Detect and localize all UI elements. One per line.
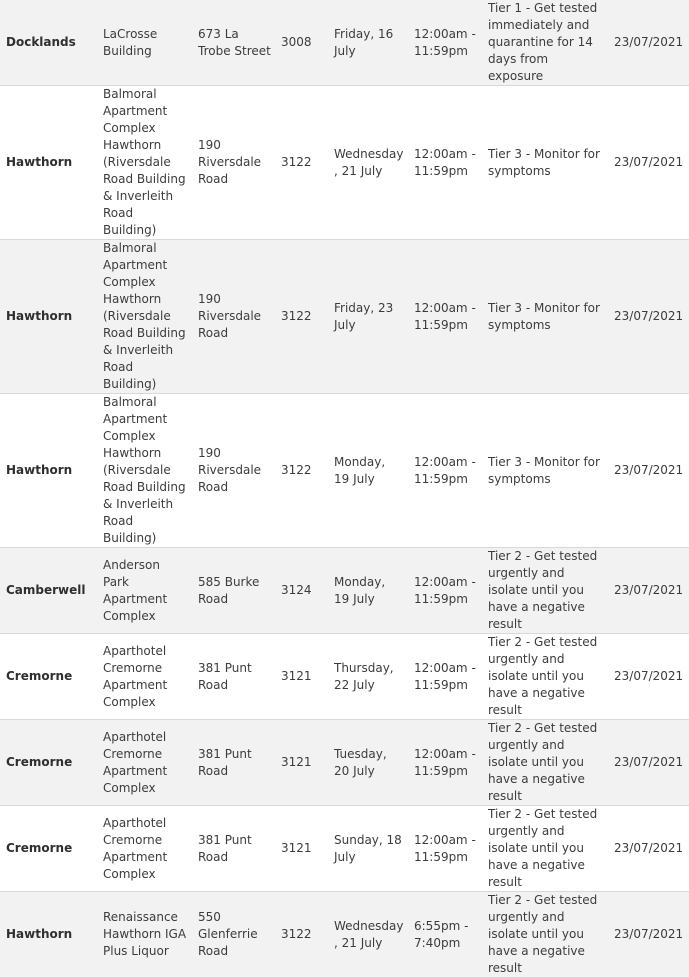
- health-advice-cell: Tier 2 - Get tested urgently and isolate until you have a negative result: [482, 634, 608, 720]
- address-cell: 550 Glenferrie Road: [192, 892, 275, 978]
- address-cell: 585 Burke Road: [192, 548, 275, 634]
- postcode-cell: 3122: [275, 394, 328, 548]
- health-advice-cell: Tier 2 - Get tested urgently and isolate until you have a negative result: [482, 548, 608, 634]
- date-added-cell: 23/07/2021: [608, 394, 689, 548]
- date-added-cell: 23/07/2021: [608, 720, 689, 806]
- site-cell: Aparthotel Cremorne Apartment Complex: [97, 720, 192, 806]
- exposure-date-cell: Friday, 23 July: [328, 240, 408, 394]
- postcode-cell: 3121: [275, 634, 328, 720]
- exposure-date-cell: Thursday, 22 July: [328, 634, 408, 720]
- table-row: [0, 0, 689, 86]
- exposure-time-cell: 12:00am - 11:59pm: [408, 86, 482, 240]
- date-added-cell: 23/07/2021: [608, 240, 689, 394]
- table-row: [0, 892, 689, 978]
- postcode-cell: 3124: [275, 548, 328, 634]
- suburb-cell: Camberwell: [0, 548, 97, 634]
- address-cell: 673 La Trobe Street: [192, 0, 275, 86]
- site-cell: Renaissance Hawthorn IGA Plus Liquor: [97, 892, 192, 978]
- exposure-date-cell: Wednesday, 21 July: [328, 86, 408, 240]
- health-advice-cell: Tier 2 - Get tested urgently and isolate until you have a negative result: [482, 892, 608, 978]
- date-added-cell: 23/07/2021: [608, 892, 689, 978]
- postcode-cell: 3122: [275, 86, 328, 240]
- date-added-cell: 23/07/2021: [608, 634, 689, 720]
- date-added-cell: 23/07/2021: [608, 86, 689, 240]
- address-cell: 190 Riversdale Road: [192, 394, 275, 548]
- address-cell: 190 Riversdale Road: [192, 86, 275, 240]
- exposure-time-cell: 12:00am - 11:59pm: [408, 240, 482, 394]
- suburb-cell: Hawthorn: [0, 86, 97, 240]
- site-cell: LaCrosse Building: [97, 0, 192, 86]
- table-row: [0, 634, 689, 720]
- table-row: [0, 548, 689, 634]
- exposure-date-cell: Monday, 19 July: [328, 548, 408, 634]
- exposure-time-cell: 6:55pm - 7:40pm: [408, 892, 482, 978]
- health-advice-cell: Tier 1 - Get tested immediately and quarantine for 14 days from exposure: [482, 0, 608, 86]
- postcode-cell: 3121: [275, 806, 328, 892]
- address-cell: 381 Punt Road: [192, 806, 275, 892]
- date-added-cell: 23/07/2021: [608, 806, 689, 892]
- table-row: [0, 86, 689, 240]
- health-advice-cell: Tier 3 - Monitor for symptoms: [482, 240, 608, 394]
- health-advice-cell: Tier 2 - Get tested urgently and isolate until you have a negative result: [482, 806, 608, 892]
- exposure-date-cell: Sunday, 18 July: [328, 806, 408, 892]
- suburb-cell: Cremorne: [0, 634, 97, 720]
- exposure-time-cell: 12:00am - 11:59pm: [408, 548, 482, 634]
- suburb-cell: Hawthorn: [0, 240, 97, 394]
- table-row: [0, 806, 689, 892]
- exposure-time-cell: 12:00am - 11:59pm: [408, 394, 482, 548]
- table-row: [0, 720, 689, 806]
- address-cell: 381 Punt Road: [192, 720, 275, 806]
- site-cell: Balmoral Apartment Complex Hawthorn (Riversdale Road Building & Inverleith Road Building): [97, 86, 192, 240]
- exposure-time-cell: 12:00am - 11:59pm: [408, 806, 482, 892]
- exposure-time-cell: 12:00am - 11:59pm: [408, 720, 482, 806]
- site-cell: Aparthotel Cremorne Apartment Complex: [97, 806, 192, 892]
- exposure-time-cell: 12:00am - 11:59pm: [408, 0, 482, 86]
- health-advice-cell: Tier 3 - Monitor for symptoms: [482, 394, 608, 548]
- postcode-cell: 3122: [275, 892, 328, 978]
- site-cell: Anderson Park Apartment Complex: [97, 548, 192, 634]
- exposure-date-cell: Monday, 19 July: [328, 394, 408, 548]
- exposure-date-cell: Wednesday, 21 July: [328, 892, 408, 978]
- suburb-cell: Cremorne: [0, 720, 97, 806]
- site-cell: Balmoral Apartment Complex Hawthorn (Riversdale Road Building & Inverleith Road Building): [97, 394, 192, 548]
- date-added-cell: 23/07/2021: [608, 548, 689, 634]
- postcode-cell: 3008: [275, 0, 328, 86]
- exposure-date-cell: Friday, 16 July: [328, 0, 408, 86]
- postcode-cell: 3122: [275, 240, 328, 394]
- suburb-cell: Hawthorn: [0, 394, 97, 548]
- table-row: [0, 240, 689, 394]
- suburb-cell: Docklands: [0, 0, 97, 86]
- suburb-cell: Hawthorn: [0, 892, 97, 978]
- health-advice-cell: Tier 3 - Monitor for symptoms: [482, 86, 608, 240]
- address-cell: 381 Punt Road: [192, 634, 275, 720]
- suburb-cell: Cremorne: [0, 806, 97, 892]
- date-added-cell: 23/07/2021: [608, 0, 689, 86]
- exposure-date-cell: Tuesday, 20 July: [328, 720, 408, 806]
- table-row: [0, 394, 689, 548]
- site-cell: Balmoral Apartment Complex Hawthorn (Riversdale Road Building & Inverleith Road Building): [97, 240, 192, 394]
- address-cell: 190 Riversdale Road: [192, 240, 275, 394]
- site-cell: Aparthotel Cremorne Apartment Complex: [97, 634, 192, 720]
- watermark: Chi na2au: [592, 874, 683, 894]
- postcode-cell: 3121: [275, 720, 328, 806]
- health-advice-cell: Tier 2 - Get tested urgently and isolate until you have a negative result: [482, 720, 608, 806]
- exposure-time-cell: 12:00am - 11:59pm: [408, 634, 482, 720]
